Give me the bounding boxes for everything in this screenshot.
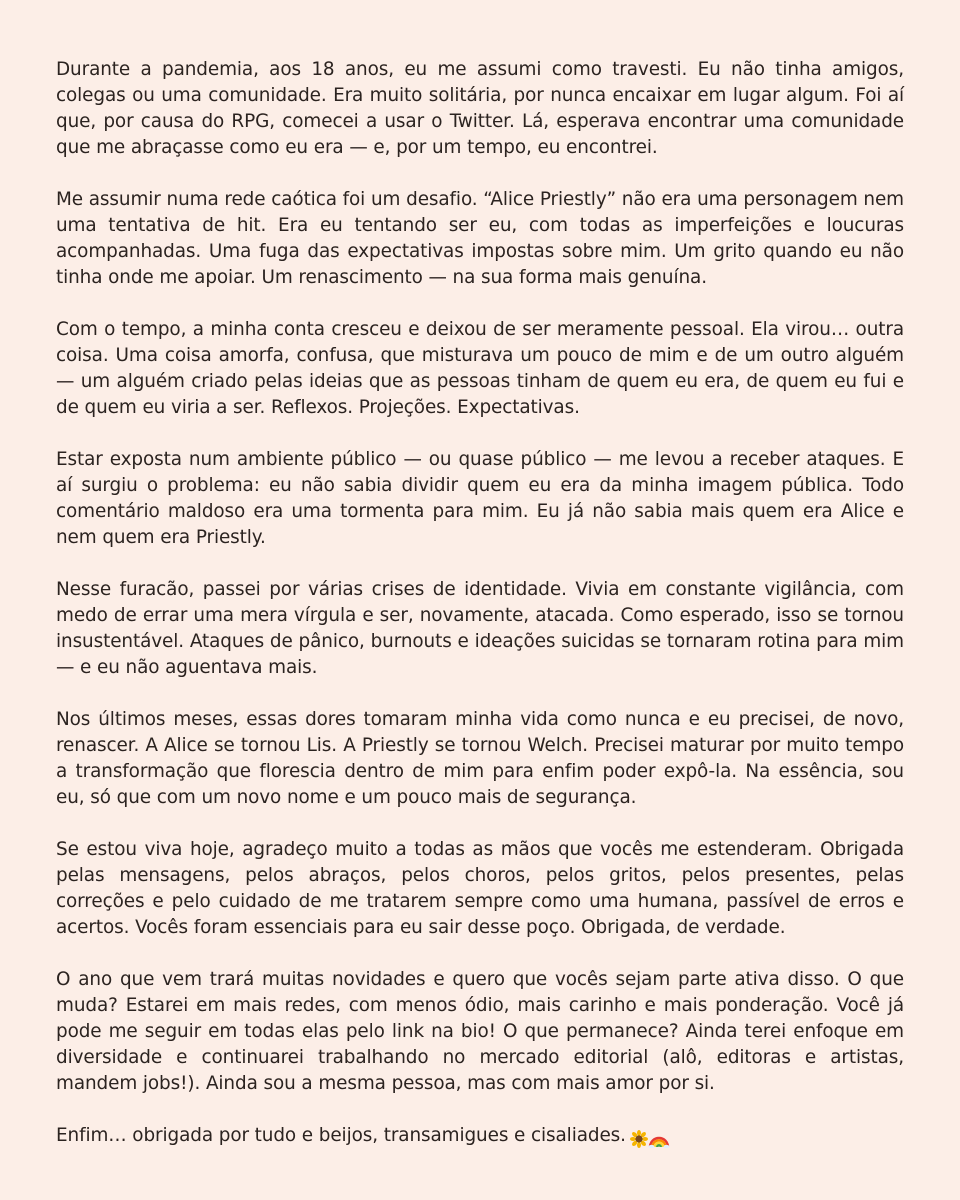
- paragraph-1: Durante a pandemia, aos 18 anos, eu me assumi como travesti. Eu não tinha amigos, colegas ou uma comunidade. Era muito solitária, por nunca encaixar em lugar algum. Foi aí que, por causa do RPG, comecei a usar o Twitter. Lá, esperava encontrar uma comunidade que me abraçasse como eu era — e, por um tempo, eu encontrei.: [56, 59, 904, 158]
- paragraph-4: Estar exposta num ambiente público — ou quase público — me levou a receber ataques. E aí surgiu o problema: eu não sabia dividir quem eu era da minha imagem pública. Todo comentário maldoso era uma tormenta para mim. Eu já não sabia mais quem era Alice e nem quem era Priestly.: [56, 449, 904, 548]
- paragraph-3: Com o tempo, a minha conta cresceu e deixou de ser meramente pessoal. Ela virou… outra coisa. Uma coisa amorfa, confusa, que misturava um pouco de mim e de um outro alguém — um alguém criado pelas ideias que as pessoas tinham de quem eu era, de quem eu fui e de quem eu viria a ser. Reflexos. Projeções. Expectativas.: [56, 319, 904, 418]
- paragraph-7: Se estou viva hoje, agradeço muito a todas as mãos que vocês me estenderam. Obrigada pelas mensagens, pelos abraços, pelos choros, pelos gritos, pelos presentes, pelas correções e pelo cuidado de me tratarem sempre como uma humana, passível de erros e acertos. Vocês foram essenciais para eu sair desse poço. Obrigada, de verdade.: [56, 839, 904, 938]
- emoji-group: [630, 1126, 670, 1152]
- paragraph-5: Nesse furacão, passei por várias crises de identidade. Vivia em constante vigilância, com medo de errar uma mera vírgula e ser, novamente, atacada. Como esperado, isso se tornou insustentável. Ataques de pânico, burnouts e ideações suicidas se tornaram rotina para mim — e eu não aguentava mais.: [56, 579, 904, 678]
- rainbow-icon: [648, 1130, 670, 1148]
- closing-text: Enfim… obrigada por tudo e beijos, transamigues e cisaliades.: [56, 1125, 626, 1146]
- closing-line: [56, 1123, 904, 1152]
- sunflower-icon: [630, 1130, 648, 1148]
- paragraph-6: Nos últimos meses, essas dores tomaram minha vida como nunca e eu precisei, de novo, renascer. A Alice se tornou Lis. A Priestly se tornou Welch. Precisei maturar por muito tempo a transformação que florescia dentro de mim para enfim poder expô-la. Na essência, sou eu, só que com um novo nome e um pouco mais de segurança.: [56, 709, 904, 808]
- paragraph-2: Me assumir numa rede caótica foi um desafio. “Alice Priestly” não era uma personagem nem uma tentativa de hit. Era eu tentando ser eu, com todas as imperfeições e loucuras acompanhadas. Uma fuga das expectativas impostas sobre mim. Um grito quando eu não tinha onde me apoiar. Um renascimento — na sua forma mais genuína.: [56, 189, 904, 288]
- paragraph-8: O ano que vem trará muitas novidades e quero que vocês sejam parte ativa disso. O que muda? Estarei em mais redes, com menos ódio, mais carinho e mais ponderação. Você já pode me seguir em todas elas pelo link na bio! O que permanece? Ainda terei enfoque em diversidade e continuarei trabalhando no mercado editorial (alô, editoras e artistas, mandem jobs!). Ainda sou a mesma pessoa, mas com mais amor por si.: [56, 969, 904, 1094]
